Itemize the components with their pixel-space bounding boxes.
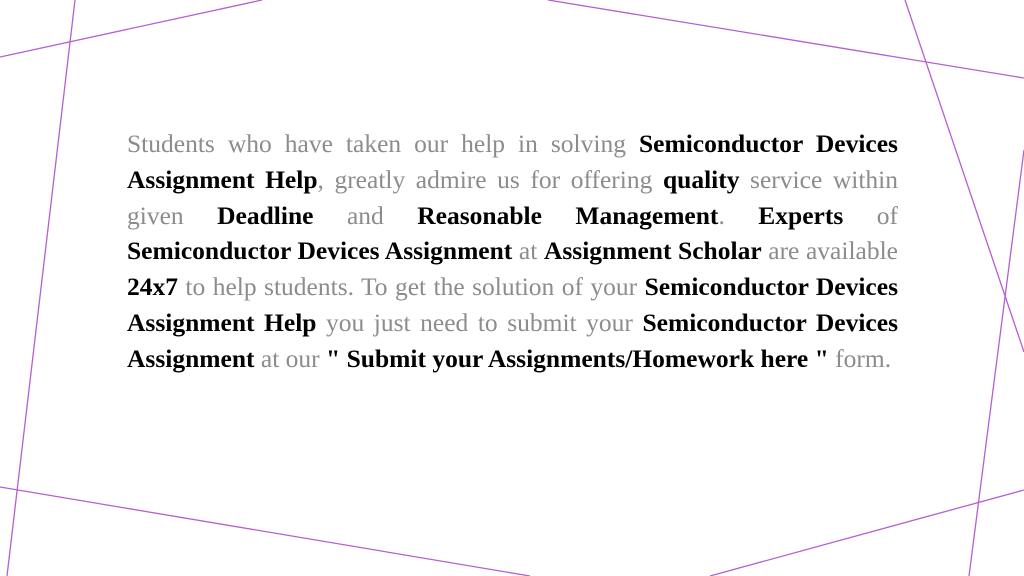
frame-line-top-left xyxy=(0,0,262,57)
text-segment: you just need to submit your xyxy=(316,307,643,337)
highlight-segment: 24x7 xyxy=(127,272,178,302)
highlight-segment: Assignment Scholar xyxy=(543,236,762,266)
highlight-segment: Deadline xyxy=(217,200,314,230)
text-segment: and xyxy=(313,200,418,230)
highlight-segment: Reasonable Management xyxy=(417,200,719,230)
highlight-segment: Experts xyxy=(758,200,844,230)
text-segment: service within given xyxy=(127,164,898,230)
text-segment: Students who have taken our help in solving xyxy=(127,129,639,158)
frame-line-bottom-left xyxy=(0,487,530,576)
text-segment: . xyxy=(718,200,759,230)
highlight-segment: quality xyxy=(662,164,740,194)
text-segment: form. xyxy=(828,343,892,373)
text-segment: , greatly admire us for offering xyxy=(317,164,663,194)
text-segment: are available xyxy=(761,236,899,266)
highlight-segment: Semiconductor Devices Assignment Help xyxy=(127,129,898,194)
highlight-segment: Semiconductor Devices Assignment xyxy=(127,307,898,373)
text-segment: at xyxy=(512,236,544,266)
text-segment: at our xyxy=(254,343,327,373)
text-segment: of xyxy=(843,200,898,230)
frame-line-bottom-right xyxy=(710,490,1024,576)
text-segment: to help students. To get the solution of your xyxy=(178,272,645,302)
highlight-segment: Semiconductor Devices Assignment Help xyxy=(127,272,898,337)
frame-line-top-right xyxy=(548,0,1024,78)
highlight-segment: " Submit your Assignments/Homework here " xyxy=(326,343,829,373)
body-paragraph xyxy=(127,126,898,377)
highlight-segment: Semiconductor Devices Assignment xyxy=(127,236,513,266)
frame-line-right-diagonal xyxy=(905,0,1024,352)
